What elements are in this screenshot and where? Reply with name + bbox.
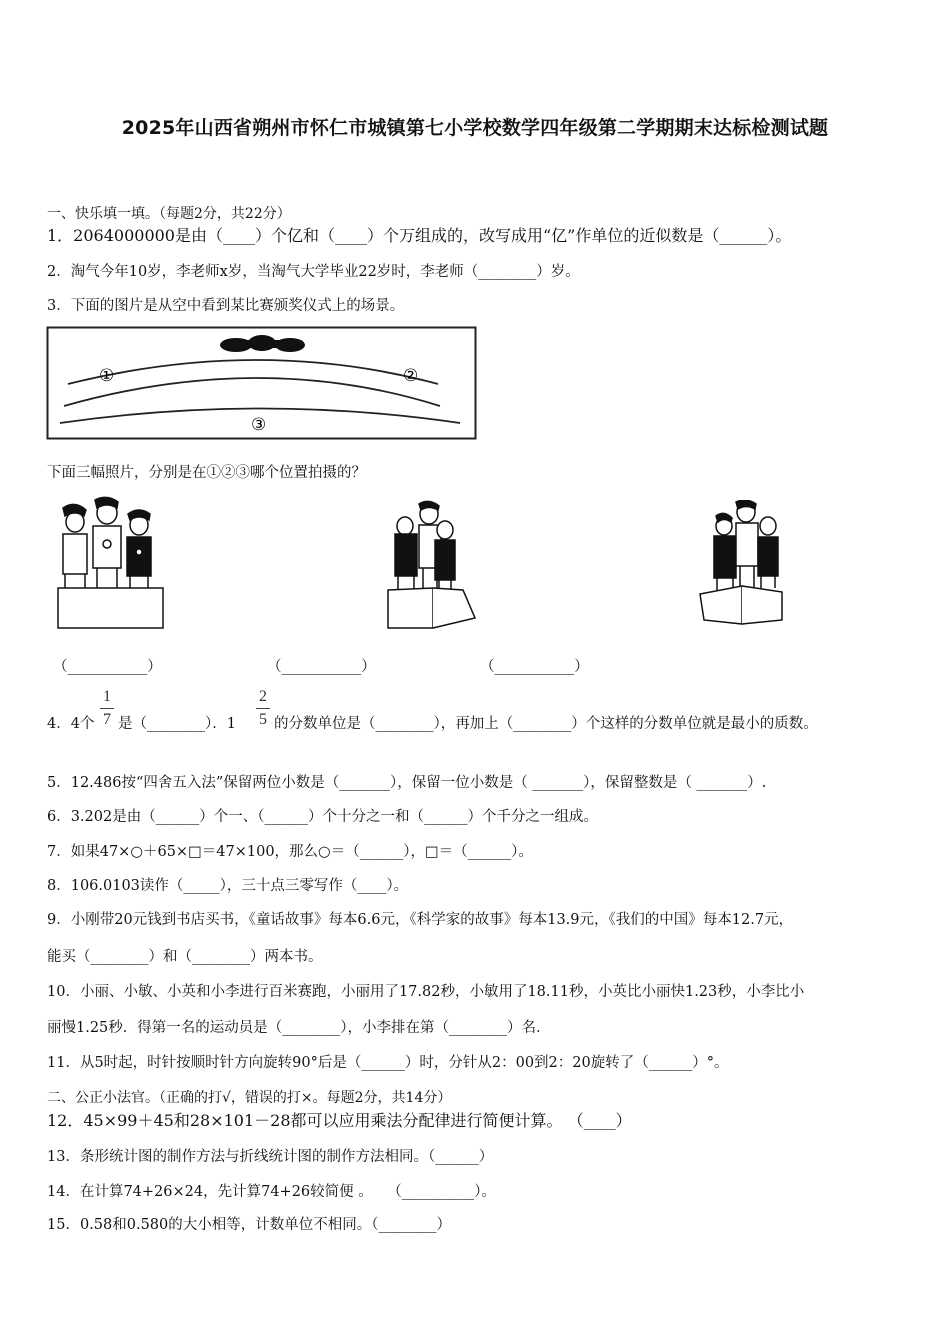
position-label-1: ① <box>99 366 115 386</box>
question-2: 2．淘气今年10岁，李老师x岁，当淘气大学毕业22岁时，李老师（________）岁。 <box>47 264 580 280</box>
question-6: 6．3.202是由（______）个一、（______）个十分之一和（______）个千分之一组成。 <box>47 809 598 825</box>
ceremony-aerial-figure <box>46 326 478 442</box>
page-title: 2025年山西省朔州市怀仁市城镇第七小学校数学四年级第二学期期末达标检测试题 <box>121 117 829 139</box>
question-9-line-2: 能买（________）和（________）两本书。 <box>47 949 323 965</box>
question-13: 13．条形统计图的制作方法与折线统计图的制作方法相同。（______） <box>47 1149 494 1165</box>
question-4-part-c: 的分数单位是（________），再加上（________）个这样的分数单位就是最小的质数。 <box>274 716 818 732</box>
question-1: 1．2064000000是由（____）个亿和（____）个万组成的，改写成用“亿”作单位的近似数是（______）。 <box>47 226 792 245</box>
position-label-3: ③ <box>251 415 267 435</box>
question-15: 15．0.58和0.580的大小相等，计数单位不相同。（________） <box>47 1217 451 1233</box>
question-9-line-1: 9．小刚带20元钱到书店买书，《童话故事》每本6.6元，《科学家的故事》每本13.9元，《我们的中国》每本12.7元， <box>47 912 794 928</box>
photo-2-side-view <box>383 500 481 632</box>
photo-1-answer-blank[interactable]: （___________） <box>53 659 162 675</box>
question-10-line-2: 丽慢1.25秒．得第一名的运动员是（________），小李排在第（________）名． <box>47 1020 551 1036</box>
position-label-2: ② <box>403 366 419 386</box>
fraction-numerator: 1 <box>103 688 111 705</box>
fraction-denominator: 5 <box>259 711 267 728</box>
photo-3-side-view <box>696 500 788 628</box>
photo-1-front-view <box>55 496 167 632</box>
section-heading-1: 一、快乐填一填。（每题2分，共22分） <box>47 206 291 222</box>
question-7: 7．如果47×○＋65×□＝47×100，那么○＝（______），□＝（______）。 <box>47 844 533 860</box>
question-8: 8．106.0103读作（_____），三十点三零写作（____）。 <box>47 878 409 894</box>
photo-2-answer-blank[interactable]: （___________） <box>267 659 376 675</box>
question-10-line-1: 10．小丽、小敏、小英和小李进行百米赛跑，小丽用了17.82秒，小敏用了18.11秒，小英比小丽快1.23秒，小李比小 <box>47 984 805 1000</box>
question-4-part-b: 是（________）．1 <box>118 716 236 732</box>
photo-3-answer-blank[interactable]: （___________） <box>480 659 589 675</box>
question-4-part-a: 4．4个 <box>47 716 95 732</box>
section-heading-2: 二、公正小法官。（正确的打√，错误的打×。每题2分，共14分） <box>47 1090 452 1106</box>
question-14: 14．在计算74+26×24，先计算74+26较简便 。 （__________）。 <box>47 1184 497 1200</box>
fraction-one-seventh <box>100 688 114 729</box>
question-11: 11．从5时起，时针按顺时针方向旋转90°后是（______）时，分针从2：00到2：20旋转了（______）°。 <box>47 1055 729 1071</box>
question-3-subtitle: 下面三幅照片，分别是在①②③哪个位置拍摄的？ <box>47 465 366 481</box>
fraction-numerator: 2 <box>259 688 267 705</box>
question-3: 3．下面的图片是从空中看到某比赛颁奖仪式上的场景。 <box>47 298 405 314</box>
fraction-denominator: 7 <box>103 711 111 728</box>
fraction-two-fifths <box>256 688 270 729</box>
question-5: 5．12.486按“四舍五入法”保留两位小数是（_______），保留一位小数是（ _______），保留整数是（ _______）. <box>47 775 767 791</box>
question-12: 12．45×99＋45和28×101－28都可以应用乘法分配律进行简便计算。 （____） <box>47 1111 632 1130</box>
